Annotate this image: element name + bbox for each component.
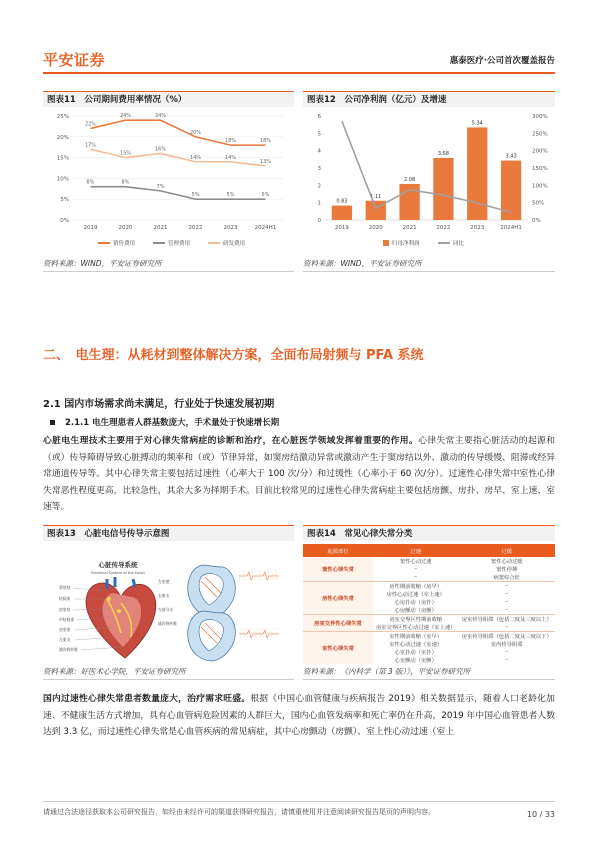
table-cell-tachy: 心室颤动（室颤） xyxy=(394,658,437,664)
y-tick-label: 0% xyxy=(60,218,69,224)
y-tick-label: 25% xyxy=(56,114,69,120)
data-label: 14% xyxy=(224,154,237,161)
label-lv-wall: 左室壁 xyxy=(158,579,170,584)
label-internodal-tract: 结间束 xyxy=(59,596,71,601)
expense-ratio-chart xyxy=(43,108,294,254)
label-his-bundle: 房室束 xyxy=(59,627,71,632)
table-header-row xyxy=(303,544,555,557)
table-cell-tachy: – xyxy=(414,574,418,580)
table-cell-category: 窦性心律失常 xyxy=(303,557,373,582)
y2-tick-label: 0% xyxy=(532,218,541,224)
legend-label: 同比 xyxy=(453,241,465,247)
x-tick-label: 2023 xyxy=(470,225,485,231)
table-cell-tachy: 心房颤动（房颤） xyxy=(394,608,437,614)
table-cell-brady: – xyxy=(505,591,509,597)
page-header xyxy=(43,44,555,74)
fig11-source: 资料来源：WIND，平安证券研究所 xyxy=(43,258,294,272)
paragraph-domestic-demand xyxy=(43,691,555,741)
data-label: 2.08 xyxy=(404,176,416,183)
table-cell-brady: 窦性停搏 xyxy=(496,567,518,573)
y-tick-label: 6 xyxy=(317,114,321,120)
paragraph-body: 心律失常主要指心脏活动的起源和（或）传导障碍导致心脏搏动的频率和（或）节律异常，如窦房结激动异常或激动产生于窦房结以外、激动的传导缓慢、阻滞或经异常通道传导等。其中心律失常主要包括过速性（心率大于 100 次/分）和过缓性（心率小于 60 次/分）。过速性心律失常中室性心律失常恶性程度更高，比较急性，其余大多为择期手术。目前比较常见的过速性心律失常病症主要包括房颤、房扑、房早、室上速、室速等。 xyxy=(43,436,555,512)
data-label: 3.43 xyxy=(505,153,517,160)
fig13-source: 资料来源：好医术心学院，平安证券研究所 xyxy=(43,666,294,680)
x-tick-label: 2024H1 xyxy=(254,225,277,231)
table-cell-brady: 房室传导阻滞（包括二度及三度以上） xyxy=(458,615,555,624)
bar xyxy=(467,127,487,220)
table-cell-brady: – xyxy=(505,657,509,663)
bullet-square-icon xyxy=(50,420,55,425)
fig14-source: 资料来源：《内科学（第 3 版）》，平安证券研究所 xyxy=(303,666,555,680)
y-tick-label: 0 xyxy=(317,218,321,224)
bar xyxy=(433,158,453,220)
data-label: 5% xyxy=(191,192,200,199)
y-tick-label: 3 xyxy=(317,166,321,172)
x-tick-label: 2020 xyxy=(368,225,383,231)
fig12-title: 图表12 公司净利润（亿元）及增速 xyxy=(303,91,555,107)
paragraph-body: 根据《中国心血管健康与疾病报告 2019》相关数据显示，随着人口老龄化加速、不健康生活方式增加，具有心血管病危险因素的人群巨大，国内心血管发病率和死亡率仍在升高，2019 年中国心血管患者人数达到 3.3 亿，而过速性心律失常是心血管疾病的常见病症，其中心房颤动（房颤）、室上性心动过速（室上 xyxy=(43,694,555,737)
y2-tick-label: 50% xyxy=(532,200,545,207)
data-label: 1.11 xyxy=(370,193,382,200)
diagram-title: 心脏传导系统 xyxy=(98,561,138,569)
footer-disclaimer: 请通过合法途径获取本公司研究报告，如经由未经许可的渠道获得研究报告，请慎重使用并注意阅读研究报告尾页的声明内容。 xyxy=(43,808,435,816)
table-cell-tachy: 心室扑动（室扑） xyxy=(394,650,437,656)
paragraph-lead: 国内过速性心律失常患者数量庞大，治疗需求旺盛。 xyxy=(43,694,251,704)
data-label: 13% xyxy=(259,158,272,165)
data-label: 22% xyxy=(84,121,97,128)
fig12-source: 资料来源：WIND，平安证券研究所 xyxy=(303,258,555,272)
y-tick-label: 4 xyxy=(317,148,321,155)
table-cell-tachy: 房室交界区性期前收缩 xyxy=(373,615,458,624)
y2-tick-label: 200% xyxy=(532,148,548,155)
y-tick-label: 5 xyxy=(317,131,321,138)
legend-swatch xyxy=(383,240,389,246)
heart-cross-section-icon xyxy=(188,565,279,619)
arrhythmia-classification-table xyxy=(303,544,555,664)
y-tick-label: 10% xyxy=(56,176,69,183)
data-label: 5% xyxy=(261,192,270,199)
paragraph-lead: 心脏电生理技术主要用于对心律失常病症的诊断和治疗，在心脏医学领域发挥着重要的作用。 xyxy=(43,436,419,446)
table-cell-brady: – xyxy=(505,649,509,655)
section-heading: 二、 电生理：从耗材到整体解决方案，全面布局射频与 PFA 系统 xyxy=(43,348,424,363)
x-tick-label: 2021 xyxy=(402,225,417,231)
table-row xyxy=(303,582,555,591)
table-cell-category: 房室交界性心律失常 xyxy=(303,615,373,632)
heart-icon xyxy=(86,577,156,658)
data-label: 16% xyxy=(154,146,167,153)
y-tick-label: 2 xyxy=(317,183,321,190)
report-title: 惠泰医疗·公司首次覆盖报告 xyxy=(449,56,555,66)
x-tick-label: 2019 xyxy=(83,225,98,231)
heart-cross-section-icon xyxy=(188,611,279,661)
subsection-heading: 2.1 国内市场需求尚未满足，行业处于快速发展初期 xyxy=(43,399,275,410)
data-label: 18% xyxy=(224,138,237,145)
legend-label: 销售费用 xyxy=(113,241,136,247)
header-origin: 起源部位 xyxy=(303,544,373,557)
data-label: 7% xyxy=(156,183,165,190)
legend-label: 归母净利润 xyxy=(392,241,420,247)
data-label: 17% xyxy=(84,142,97,149)
paragraph-electrophysiology xyxy=(43,433,555,516)
fig14-title: 图表14 常见心律失常分类 xyxy=(303,525,555,541)
bar xyxy=(332,206,352,220)
table-cell-tachy: 窦性心动过速 xyxy=(399,559,432,565)
data-label: 18% xyxy=(259,138,272,145)
data-label: 8% xyxy=(86,179,95,186)
header-brady: 过缓 xyxy=(458,544,555,557)
table-cell-brady: – xyxy=(505,599,509,605)
data-label: 15% xyxy=(119,150,132,157)
table-row xyxy=(303,557,555,565)
fig13-title: 图表13 心脏电信号传导示意图 xyxy=(43,525,294,541)
y-tick-label: 1 xyxy=(317,200,321,207)
table-cell-brady: 窦性心动过缓 xyxy=(490,559,523,565)
label-right-bundle: 右束支 xyxy=(158,593,170,598)
header-divider xyxy=(43,72,555,74)
data-label: 5% xyxy=(226,192,235,199)
table-cell-tachy: 房性心动过速（室上速） xyxy=(386,592,445,598)
table-row xyxy=(303,615,555,624)
table-cell-tachy: – xyxy=(414,566,418,572)
table-cell-tachy: 房性期前收缩（房早） xyxy=(373,582,458,591)
data-label: 0.83 xyxy=(336,198,348,205)
table-cell-tachy: 房室交界区性心动过速（室上速） xyxy=(375,625,456,631)
table-cell-tachy: 室性期前收缩（室早） xyxy=(373,632,458,641)
legend-label: 管理费用 xyxy=(168,241,191,247)
data-label: 8% xyxy=(121,179,130,186)
label-mid-internodal: 中结间束 xyxy=(59,617,75,622)
series-line xyxy=(91,187,266,199)
data-label: 20% xyxy=(189,129,202,136)
table-cell-tachy: 心房扑动（房扑） xyxy=(394,600,437,606)
x-tick-label: 2023 xyxy=(223,225,238,231)
series-line xyxy=(91,120,266,145)
x-tick-label: 2022 xyxy=(436,225,451,231)
table-cell-category: 房性心律失常 xyxy=(303,582,373,615)
label-sinoatrial-node: 窦房结 xyxy=(59,585,71,590)
data-label: 24% xyxy=(154,113,167,120)
diagram-subtitle: Electrical System of the Heart xyxy=(91,571,145,575)
label-left-bundle: 左束支 xyxy=(59,637,71,642)
x-tick-label: 2020 xyxy=(118,225,133,231)
y-tick-label: 5% xyxy=(60,197,69,204)
table-row xyxy=(303,632,555,641)
table-cell-tachy: 室性心动过速（室速） xyxy=(389,642,443,648)
footer-divider xyxy=(43,801,555,802)
table-cell-brady: – xyxy=(505,624,509,630)
data-label: 14% xyxy=(189,154,202,161)
page-number: 10 / 33 xyxy=(526,810,555,819)
x-tick-label: 2024H1 xyxy=(500,225,522,231)
net-profit-chart xyxy=(303,108,555,254)
header-tachy: 过速 xyxy=(373,544,458,557)
x-tick-label: 2022 xyxy=(188,225,203,231)
table-cell-brady: 病窦综合征 xyxy=(493,575,520,581)
bullet-heading: 2.1.1 电生理患者人群基数庞大，手术量处于快速增长期 xyxy=(50,416,279,428)
y-tick-label: 15% xyxy=(56,155,69,162)
label-left-anterior: 左前分支 xyxy=(158,607,174,612)
y2-tick-label: 300% xyxy=(532,114,548,120)
heart-conduction-diagram xyxy=(43,553,294,663)
x-tick-label: 2019 xyxy=(334,225,349,231)
table-cell-brady: 室内传导阻滞 xyxy=(490,642,523,648)
y2-tick-label: 250% xyxy=(532,131,548,138)
brand-logo: 平安证券 xyxy=(43,51,106,69)
label-av-node: 房室结 xyxy=(59,607,71,612)
table-cell-brady: 房室传导阻滞（包括二度及三度以下） xyxy=(458,632,555,641)
table-cell-category: 室性心律失常 xyxy=(303,632,373,665)
y2-tick-label: 100% xyxy=(532,183,548,190)
y2-tick-label: 150% xyxy=(532,166,548,172)
y-tick-label: 20% xyxy=(56,134,69,141)
data-label: 24% xyxy=(119,113,132,120)
fig11-title: 图表11 公司期间费用率情况（%） xyxy=(43,91,294,107)
data-label: 3.58 xyxy=(437,150,449,157)
label-purkinje-2: 浦肯野纤维 xyxy=(158,621,177,626)
label-purkinje: 浦肯野纤维 xyxy=(59,647,78,652)
x-tick-label: 2021 xyxy=(153,225,168,231)
data-label: 5.34 xyxy=(471,120,483,127)
table-cell-brady: – xyxy=(505,607,509,613)
legend-label: 研发费用 xyxy=(223,241,246,247)
table-cell-brady: – xyxy=(458,582,555,591)
